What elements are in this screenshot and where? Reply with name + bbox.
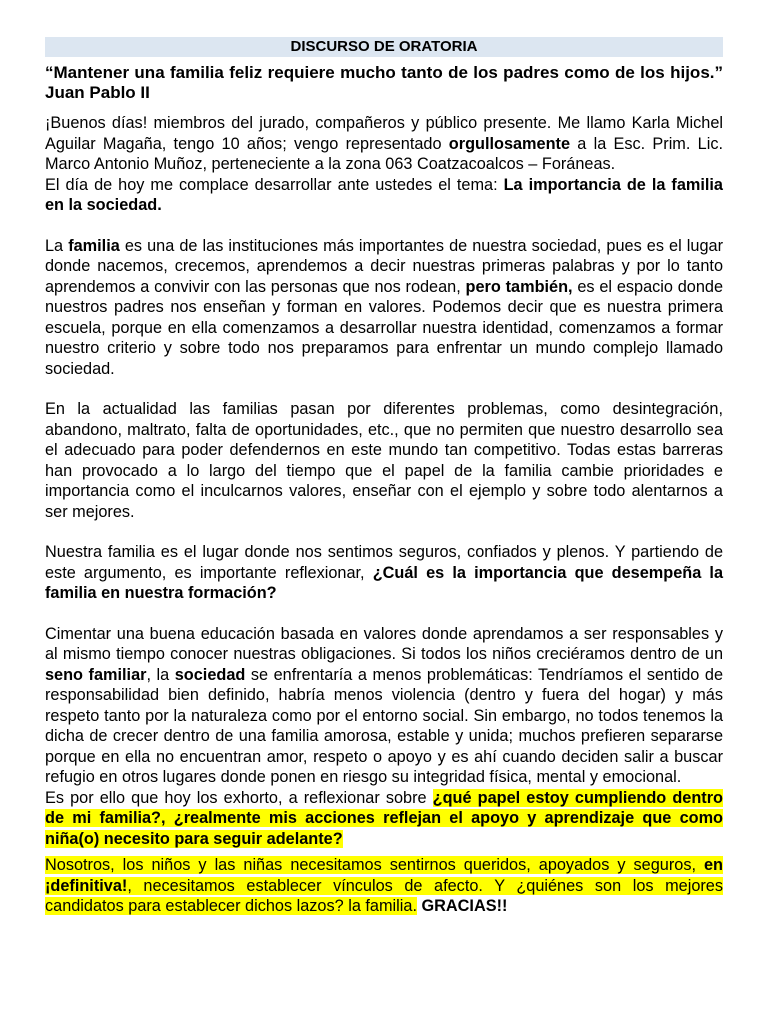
document-title: DISCURSO DE ORATORIA [45, 37, 723, 57]
paragraph-question: Nuestra familia es el lugar donde nos sentimos seguros, confiados y plenos. Y partiendo de este argumento, es importante reflexionar, ¿Cuál es la importancia que desempeña la familia en nuestra formación? [45, 543, 724, 602]
highlighted-question: ¿qué papel estoy cumpliendo dentro de mi familia?, ¿realmente mis acciones reflejan el apoyo y aprendizaje que como niña(o) necesito para seguir adelante? [45, 788, 723, 848]
paragraph-family-definition: La familia es una de las instituciones más importantes de nuestra sociedad, pues es el lugar donde nacemos, crecemos, aprendemos a decir nuestras primeras palabras y por lo tanto aprendemos a convivir con las personas que nos rodean, pero también, es el espacio donde nuestros padres nos enseñan y forman en valores. Podemos decir que es nuestra primera escuela, porque en ella comenzamos a desarrollar nuestra identidad, comenzamos a formar nuestro criterio y sobre todo nos preparamos para enfrentar un mundo complejo llamado sociedad. [45, 236, 723, 378]
paragraph-greeting: ¡Buenos días! miembros del jurado, compañeros y público presente. Me llamo Karla Michel Aguilar Magaña, tengo 10 años; vengo representado orgullosamente a la Esc. Prim. Lic. Marco Antonio Muñoz, perteneciente a la zona 063 Coatzacoalcos – Foráneas. [45, 114, 723, 173]
document-page [45, 37, 723, 917]
paragraph-values: Cimentar una buena educación basada en valores donde aprendamos a ser responsables y al mismo tiempo conocer nuestras obligaciones. Si todos los niños creciéramos dentro de un seno familiar, la sociedad se enfrentaría a menos problemáticas: Tendríamos el sentido de responsabilidad bien definido, habría menos violencia (dentro y fuera del hogar) y más respeto tanto por la naturaleza como por el entorno social. Sin embargo, no todos tenemos la dicha de crecer dentro de una familia amorosa, estable y unida; muchos prefieren separarse porque en ella no encuentran amor, respeto o apoyo y es ahí cuando deciden salir a buscar refugio en otros lugares donde ponen en riesgo su integridad física, mental y emocional. [45, 624, 723, 786]
epigraph-quote: “Mantener una familia feliz requiere mucho tanto de los padres como de los hijos.” Juan Pablo II [45, 63, 723, 102]
paragraph-problems: En la actualidad las familias pasan por diferentes problemas, como desintegración, abandono, maltrato, falta de oportunidades, etc., que no permiten que nuestro desarrollo sea el adecuado para poder defendernos en este mundo tan competitivo. Todas estas barreras han provocado a lo largo del tiempo que el papel de la familia cambie prioridades e importancia como el inculcarnos valores, enseñar con el ejemplo y sobre todo alentarnos a ser mejores. [45, 400, 723, 521]
paragraph-exhortation: Es por ello que hoy los exhorto, a reflexionar sobre ¿qué papel estoy cumpliendo dentro de mi familia?, ¿realmente mis acciones reflejan el apoyo y aprendizaje que como niña(o) necesito para seguir adelante? [45, 788, 723, 848]
paragraph-closing: Nosotros, los niños y las niñas necesitamos sentirnos queridos, apoyados y seguros, en ¡definitiva!, necesitamos establecer vínculos de afecto. Y ¿quiénes son los mejores candidatos para establecer dichos lazos? la familia. GRACIAS!! [45, 856, 723, 915]
paragraph-topic: El día de hoy me complace desarrollar ante ustedes el tema: La importancia de la familia en la sociedad. [45, 175, 723, 214]
